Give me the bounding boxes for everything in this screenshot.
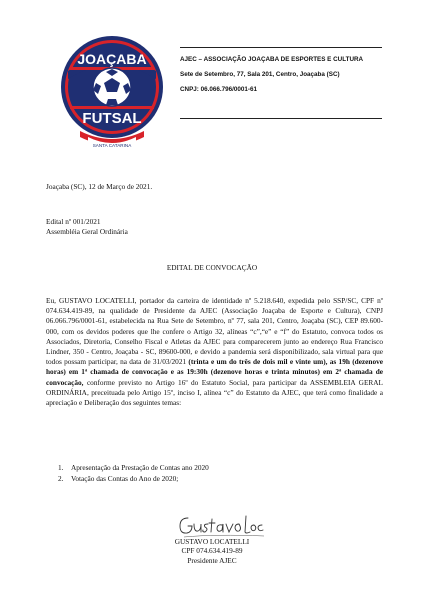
agenda-item bbox=[58, 473, 209, 484]
joacaba-futsal-logo bbox=[58, 27, 165, 153]
paragraph-bold-dates: (trinta e um do três de dois mil e vinte um), as 19h (dezenove horas) em 1ª chamada de convocação e as 19:30h (dezenove horas e trinta minutos) em 2ª chamada de convocação, bbox=[46, 357, 383, 387]
logo-top-text: JOAÇABA bbox=[77, 51, 147, 67]
agenda-list bbox=[58, 462, 209, 484]
header-cnpj: CNPJ: 06.066.796/0001-61 bbox=[180, 86, 258, 93]
signatory-role: Presidente AJEC bbox=[187, 556, 237, 565]
header-rule-bottom bbox=[180, 118, 382, 119]
document-title: EDITAL DE CONVOCAÇÃO bbox=[166, 263, 258, 272]
paragraph-text-2: conforme previsto no Artigo 16º do Estatuto Social, para participar da ASSEMBLEIA GERAL ORDINÁRIA, preceituada pelo Artigo 15º, inciso I, alínea “c” do Estatuto da AJEC, que terá como finalidade a apreciação e Deliberação dos seguintes temas: bbox=[46, 377, 383, 408]
paragraph-text-1: Eu, GUSTAVO LOCATELLI, portador da carteira de identidade nº 5.218.640, expedida pelo SSP/SC, CPF nº 074.634.419-89, na qualidade de Presidente da AJEC (Associação Joaçaba de Esporte e Cultura), CNPJ 06.066.796/0001-61, estabelecida na Rua Sete de Setembro, nº 77, sala 201, Centro, Joaçaba (SC), CEP 89.600-000, com os devidos poderes que lhe confere o Artigo 32, alíneas “c”,“e” e “f” do Estatuto, convoca todos os Associados, Diretoria, Conselho Fiscal e Atletas da AJEC para comparecerem junto ao endereço Rua Francisco Lindner, 350 - Centro, Joaçaba - SC, 89600-000, e devido a pandemia será disponibilizado, sala virtual para que todos possam participar, na data de 31/03/2021 bbox=[46, 296, 383, 367]
agenda-item-number: 2. bbox=[58, 474, 64, 483]
signatory-name: GUSTAVO LOCATELLI bbox=[174, 537, 250, 546]
logo-ribbon-text: SANTA CATARINA bbox=[92, 143, 132, 148]
convocation-paragraph bbox=[46, 296, 383, 408]
agenda-item-text: Votação das Contas do Ano de 2020; bbox=[71, 474, 179, 483]
signatory-cpf: CPF 074.634.419-89 bbox=[181, 546, 243, 555]
handwritten-signature bbox=[176, 510, 266, 540]
header-organization: AJEC – ASSOCIAÇÃO JOAÇABA DE ESPORTES E CULTURA bbox=[180, 56, 364, 63]
header-rule-top bbox=[180, 47, 382, 48]
agenda-item bbox=[58, 462, 209, 473]
header-address: Sete de Setembro, 77, Sala 201, Centro, Joaçaba (SC) bbox=[180, 71, 340, 78]
assembly-type: Assembléia Geral Ordinária bbox=[46, 227, 128, 236]
date-line: Joaçaba (SC), 12 de Março de 2021. bbox=[46, 182, 153, 191]
agenda-item-text: Apresentação da Prestação de Contas ano 2020 bbox=[71, 463, 209, 472]
agenda-item-number: 1. bbox=[58, 463, 64, 472]
edital-number: Edital nº 001/2021 bbox=[46, 217, 101, 226]
logo-bottom-text: FUTSAL bbox=[82, 110, 142, 127]
